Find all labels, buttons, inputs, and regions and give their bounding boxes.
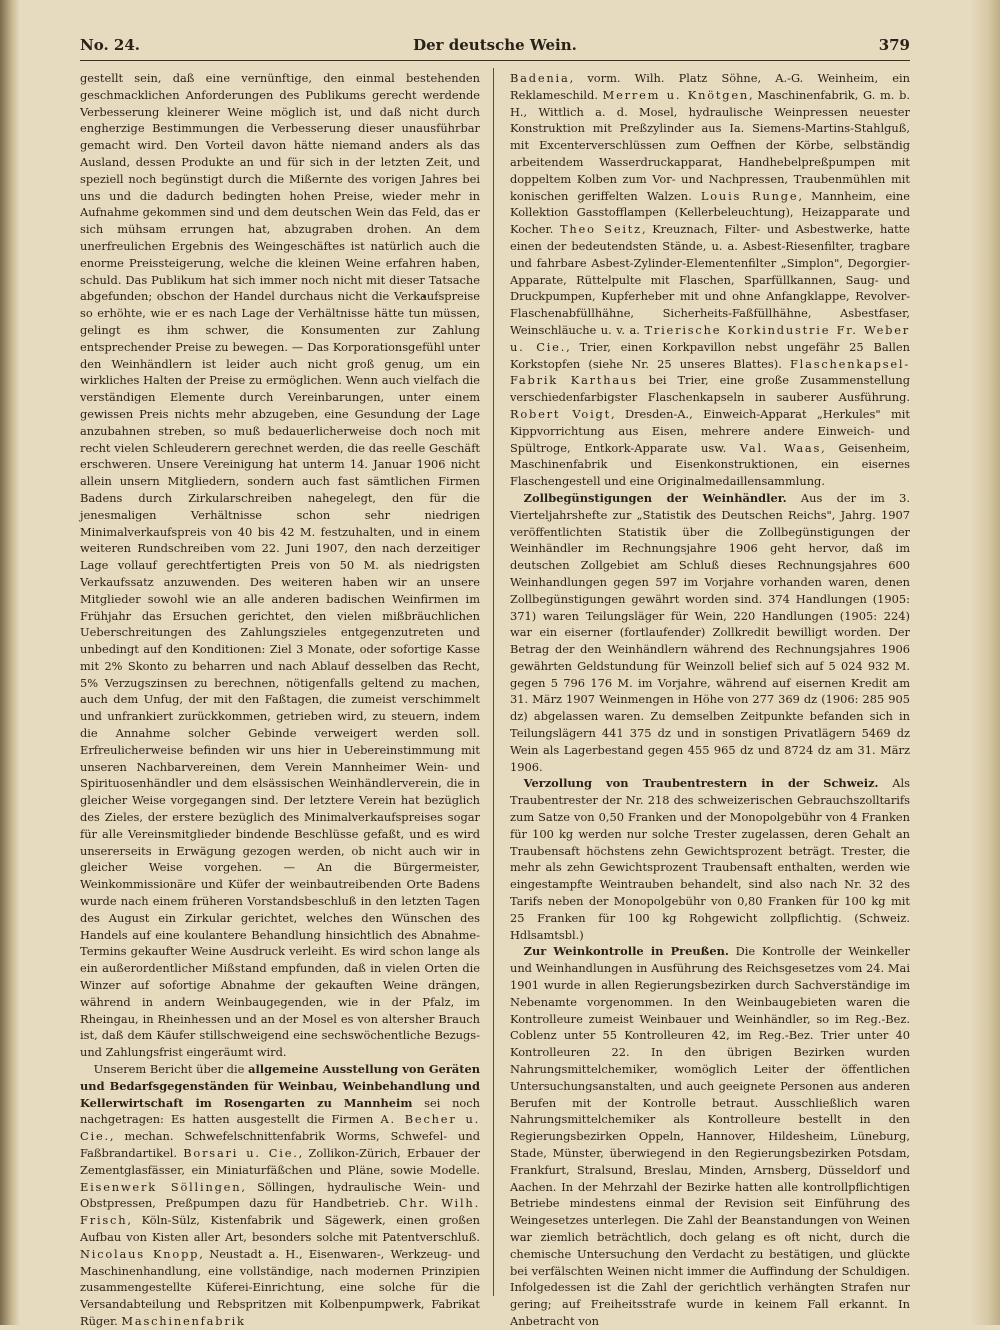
paragraph-exhibitors: [510, 70, 910, 490]
firm-name: A. Becher u. Cie.: [80, 1112, 480, 1144]
text: Als Traubentrester der Nr. 218 des schweizerischen Gebrauchszolltarifs zum Satze von 0,50 Franken und der Monopolgebühr von 4 Franken für 100 kg werden nur solche Trester zugelassen, deren Gehalt an Traubensaft höchstens zehn Gewichtsprozent beträgt. Trester, die mehr als zehn Gewichtsprozent Traubensaft enthalten, werden wie eingestampfte Weintrauben behandelt, sind also nach Nr. 32 des Tarifs neben der Monopolgebühr von 0,80 Franken für 100 kg mit 25 Franken für 100 kg Rohgewicht zollpflichtig. (Schweiz. Hdlsamtsbl.): [510, 776, 910, 942]
text: , Kreuznach, Filter- und Asbestwerke, hatte einen der bedeutendsten Stände, u. a. Asbest-Riesenfilter, tragbare und fahrbare Asbest-Zylinder-Elementenfilter „Simplon", Degorgier-Apparate, Rüttelpulte mit Flaschen, Sparfüllkannen, Saug- und Druckpumpen, Kupferheber mit und ohne Anfangklappe, Revolver-Flaschenabfüllhähne, Sicherheits-Faßfüllhähne, Asbestfaser, Weinschläuche u. v. a.: [510, 222, 911, 337]
header-rule: [80, 60, 910, 61]
page-edge-shadow: [970, 0, 1000, 1325]
paragraph-wine-control: [510, 943, 910, 1329]
text: Aus der im 3. Vierteljahrshefte zur „Statistik des Deutschen Reichs", Jahrg. 1907 veröffentlichten Statistik über die Zollbegünstigungen der Weinhändler im Rechnungsjahre 1906 geht hervor, daß im deutschen Zollgebiet am Schluß dieses Rechnungsjahres 600 Weinhandlungen gegen 597 im Vorjahre vorhanden waren, denen Zollbegünstigungen gewährt worden sind. 374 Handlungen (1905: 371) waren Teilungsläger für Wein, 220 Handlungen (1905: 224) war ein eiserner (fortlaufender) Zollkredit bewilligt worden. Der Betrag der den Weinhändlern während des Rechnungsjahres 1906 gewährten Geldstundung für Weinzoll belief sich auf 5 024 932 M. gegen 5 796 176 M. im Vorjahre, während auf eisernen Kredit am 31. März 1907 Weinmengen in Höhe von 277 369 dz (1906: 285 905 dz) abgelassen waren. Zu demselben Zeitpunkte befanden sich in Teilungslägern 441 375 dz und in sonstigen Privatlägern 5469 dz Wein als Lagerbestand gegen 455 965 dz und 8724 dz am 31. März 1906.: [510, 490, 911, 774]
firm-name: Nicolaus Knopp: [80, 1246, 200, 1261]
text: , Mannheim, eine Kollektion Gasstofflampen (Kellerbeleuchtung), Heizapparate und Kocher.: [510, 188, 911, 237]
paragraph-wine-market: gestellt sein, daß eine vernünftige, den einmal bestehenden geschmacklichen Anforderungen des Publikums gerecht werdende Verbesserung kleinerer Weine möglich ist, und daß nicht durch engherzige Bestimmungen die Verbesserung dieser unausführbar gemacht wird. Den Vorteil davon hätte niemand anders als das Ausland, dessen Produkte an und für sich in der letzten Zeit, und speziell noch begünstigt durch die Mißernte des vorigen Jahres bei uns und die dadurch bedingten hohen Preise, wieder mehr in Aufnahme gekommen sind und dem deutschen Wein das Feld, das er sich mühsam errungen hat, abzugraben drohen. An dem unerfreulichen Ergebnis des Weingeschäftes ist natürlich auch die enorme Preissteigerung, welche die kleinen Weine erfahren haben, schuld. Das Publikum hat sich immer noch nicht mit dieser Tatsache abgefunden; obschon der Handel durchaus nicht die Verkaufspreise so erhöhte, wie er es nach Lage der Verhältnisse hätte tun müssen, gelingt es ihm schwer, die Konsumenten zur Zahlung entsprechender Preise zu bewegen. — Das Korporationsgefühl unter den Weinhändlern ist leider auch nicht groß genug, um ein wirkliches Halten der Preise zu ermöglichen. Wenn auch vielfach die verständigen Elemente durch Vereinbarungen, unter einem gewissen Preis nichts mehr abzugeben, eine Gesundung der Lage anzubahnen streben, so muß bedauerlicherweise doch noch mit recht vielen Schleuderern gerechnet werden, die das reelle Geschäft erschweren. Unsere Vereinigung hat unterm 14. Januar 1906 nicht allein unsern Mitgliedern, sondern auch fast sämtlichen Firmen Badens durch Zirkularschreiben nahegelegt, den für die jenesmaligen Verhältnisse schon sehr niedrigen Minimalverkaufspreis von 40 bis 42 M. festzuhalten, und in einem weiteren Rundschreiben vom 22. Juni 1907, den nach derzeitiger Lage vollauf gerechtfertigten Preis von 50 M. als niedrigsten Verkaufssatz anzuwenden. Des weiteren haben wir an unsere Mitglieder sowohl wie an alle anderen badischen Weinfirmen im Frühjahr das Ersuchen gerichtet, den vielen mißbräuchlichen Ueberschreitungen des Zahlungszieles entgegenzutreten und unbedingt auf den Konditionen: Ziel 3 Monate, oder sofortige Kasse mit 2% Skonto zu beharren und nach Ablauf desselben das Recht, 5% Verzugszinsen zu berechnen, nötigenfalls geltend zu machen, auch dem Unfug, der mit den Faßtagen, die zumeist verschimmelt und unfrankiert zurückkommen, getrieben wird, zu steuern, indem die Annahme solcher Gebinde verweigert werden soll. Erfreulicherweise befinden wir uns hier in Uebereinstimmung mit unseren Nachbarvereinen, dem Verein Mannheimer Wein- und Spirituosenhändler und dem elsässischen Weinhändlerverein, die in gleicher Weise vorgegangen sind. Der letztere Verein hat bezüglich des Zieles, der erstere bezüglich des Minimalverkaufspreises sogar für alle Vereinsmitglieder bindende Beschlüsse gefaßt, und es wird unsererseits in Erwägung gezogen werden, ob nicht auch wir in gleicher Weise vorgehen. — An die Bürgermeister, Weinkommissionäre und Küfer der weinbautreibenden Orte Badens wurde nach einem früheren Vorstandsbeschluß in den letzten Tagen des August ein Zirkular gerichtet, welches den Wünschen des Handels auf eine koulantere Behandlung hinsichtlich des Abnahme-Termins gekaufter Weine Ausdruck verleiht. Es wird schon lange als ein außerordentlicher Mißstand empfunden, daß in vielen Orten die Winzer auf sofortige Abnahme der gekauften Weine drängen, während in andern Weinbaugegenden, wie in der Pfalz, im Rheingau, in Rheinhessen und an der Mosel es von altersher Brauch ist, daß dem Käufer stillschweigend eine sechswöchentliche Bezugs- und Zahlungsfrist eingeräumt wird.: [80, 71, 480, 1060]
book-binding-shadow: [0, 0, 20, 1325]
text: , Zollikon-Zürich, Erbauer der Zementglasfässer, ein Miniaturfäßchen und Pläne, sowie Modelle.: [80, 1146, 480, 1177]
text: , Maschinenfabrik, G. m. b. H., Wittlich a. d. Mosel, hydraulische Weinpressen neuester Konstruktion mit Preßzylinder aus Ia. Siemens-Martins-Stahlguß, mit Excenterverschlüssen zum Oeffnen der Körbe, selbständig arbeitendem Wasserdruckapparat, Handhebelpreßpumpen mit doppeltem Kolben zum Vor- und Nachpressen, Traubenmühlen mit konischen geriffelten Walzen.: [510, 87, 911, 203]
text: , vorm. Wilh. Platz Söhne, A.-G. Weinheim, ein Reklameschild.: [510, 71, 910, 102]
newspaper-page: [80, 32, 911, 1328]
firm-name: Chr. Wilh. Frisch: [80, 1196, 480, 1228]
section-heading: Zollbegünstigungen der Weinhändler.: [523, 490, 787, 505]
page-number: 379: [878, 36, 910, 54]
text: , Geisenheim, Maschinenfabrik und Eisenkonstruktionen, ein eisernes Flaschengestell und eine Originalmedaillensammlung.: [510, 440, 910, 489]
section-heading: Zur Weinkontrolle in Preußen.: [523, 944, 729, 959]
section-heading: Verzollung von Traubentrestern in der Schweiz.: [523, 776, 879, 791]
firm-name: Maschinenfabrik: [121, 1313, 246, 1328]
firm-name: Robert Voigt: [510, 406, 611, 421]
left-column: [80, 70, 480, 1328]
firm-name: Theo Seitz: [560, 222, 642, 237]
firm-name: Merrem u. Knötgen: [602, 87, 750, 102]
text: , Dresden-A., Einweich-Apparat „Herkules" mit Kippvorrichtung aus Eisen, mehrere andere Einweich- und Spültroge, Entkork-Apparate usw.: [510, 406, 910, 455]
text: Unserem Bericht über die: [93, 1062, 249, 1077]
firm-name: Flaschenkapsel-Fabrik Karthaus: [510, 356, 910, 388]
paragraph-customs-benefits: [510, 490, 910, 776]
text: , mechan. Schwefelschnittenfabrik Worms, Schwefel- und Faßbrandartikel.: [80, 1129, 480, 1160]
paragraph-exhibition: [80, 1061, 480, 1330]
page-header: [80, 32, 910, 58]
firm-name: Eisenwerk Söllingen: [80, 1179, 242, 1194]
text: , Köln-Sülz, Kistenfabrik und Sägewerk, einen großen Aufbau von Kisten aller Art, besonders solche mit Patentverschluß.: [80, 1213, 480, 1244]
right-column: [510, 70, 911, 1328]
firm-name: Trierische Korkindustrie Fr. Weber u. Cie.: [510, 322, 911, 354]
firm-name: Badenia: [510, 71, 570, 85]
issue-number: No. 24.: [80, 36, 140, 54]
firm-name: Borsari u. Cie.: [183, 1146, 299, 1160]
text: , Trier, einen Korkpavillon nebst ungefähr 25 Ballen Korkstopfen (siehe Nr. 25 unseres Blattes).: [510, 339, 910, 371]
exhibition-heading: allgemeine Ausstellung von Geräten und Bedarfsgegenständen für Weinbau, Weinbehandlung und Kellerwirtschaft im Rosengarten zu Mannheim: [80, 1062, 480, 1110]
text: , Söllingen, hydraulische Wein- und Obstpressen, Preßpumpen dazu für Handbetrieb.: [80, 1179, 480, 1211]
text: , Neustadt a. H., Eisenwaren-, Werkzeug- und Maschinenhandlung, eine vollständige, nach modernen Prinzipien zusammengestellte Küferei-Einrichtung, eine solche für die Versandabteilung und Rebspritzen mit Kolbenpumpwerk, Fabrikat Rüger.: [80, 1246, 480, 1328]
text: sei noch nachgetragen: Es hatten ausgestellt die Firmen: [80, 1095, 480, 1127]
firm-name: Val. Waas: [739, 440, 822, 455]
text: bei Trier, eine große Zusammenstellung verschiedenfarbigster Flaschenkapseln in sauberer Ausführung.: [510, 373, 910, 405]
paragraph-swiss-duty: [510, 775, 910, 943]
column-divider: [493, 68, 494, 1296]
firm-name: Louis Runge: [700, 188, 799, 203]
text: Die Kontrolle der Weinkeller und Weinhandlungen in Ausführung des Reichsgesetzes vom 24. Mai 1901 wurde in allen Regierungsbezirken durch Sachverständige im Nebenamte vorgenommen. In den Weinbaugebieten waren die Kontrolleure zumeist Weinbauer und Weinhändler, so im Reg.-Bez. Coblenz unter 55 Kontrolleuren 42, im Reg.-Bez. Trier unter 40 Kontrolleuren 22. In den übrigen Bezirken wurden Nahrungsmittelchemiker, womöglich Leiter der öffentlichen Untersuchungsanstalten, und auch geeignete Personen aus anderen Berufen mit der Kontrolle betraut. Ausschließlich waren Nahrungsmittelchemiker als Kontrolleure bestellt in den Regierungsbezirken Oppeln, Hannover, Hildesheim, Lüneburg, Stade, Münster, überwiegend in den Regierungsbezirken Potsdam, Frankfurt, Stralsund, Breslau, Minden, Arnsberg, Düsseldorf und Aachen. In der Mehrzahl der Bezirke hatten alle kontrollpflichtigen Betriebe mindestens einmal der Revision seit Einführung des Weingesetzes unterlegen. Die Zahl der Beanstandungen von Weinen war ziemlich beträchtlich, doch gelang es oft nicht, durch die chemische Untersuchung den Verdacht zu bestätigen, und glückte bei verfälschten Weinen nicht immer die Auffindung der Schuldigen. Infolgedessen ist die Zahl der gerichtlich verhängten Strafen nur gering; auf Freiheitsstrafe wurde in keinem Fall erkannt. In Anbetracht von: [510, 944, 910, 1328]
journal-title: Der deutsche Wein.: [413, 36, 577, 54]
